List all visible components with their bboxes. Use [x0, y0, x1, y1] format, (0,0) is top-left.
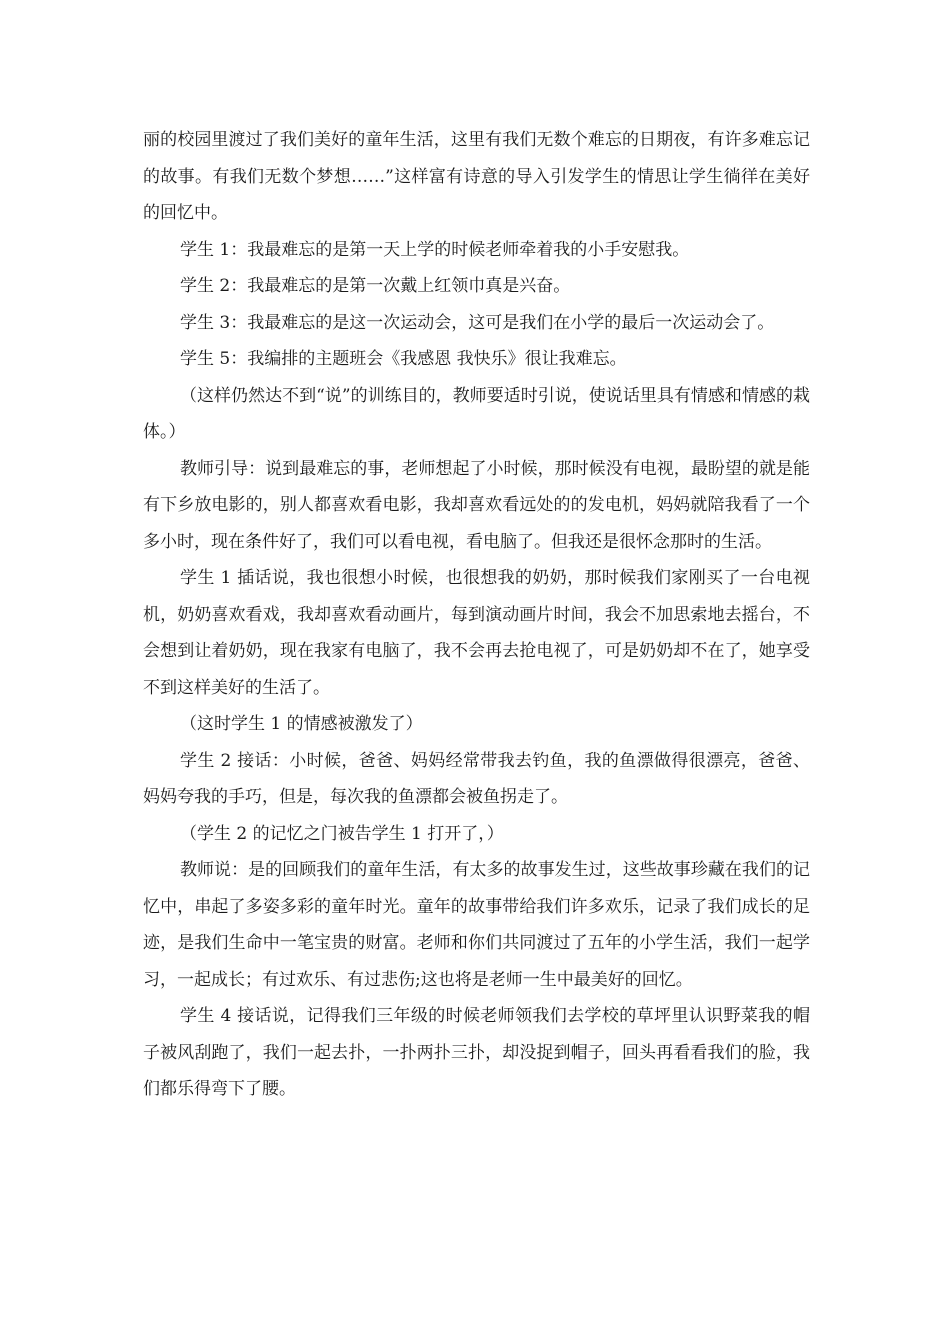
paragraph-teacher-guide: 教师引导：说到最难忘的事，老师想起了小时候，那时候没有电视，最盼望的就是能有下乡放电影的，别人都喜欢看电影，我却喜欢看远处的的发电机，妈妈就陪我看了一个多小时，现在条件好了，我们可以看电视，看电脑了。但我还是很怀念那时的生活。: [143, 458, 810, 552]
document-page: [143, 122, 810, 1108]
paragraph-teacher-says: 教师说：是的回顾我们的童年生活，有太多的故事发生过，这些故事珍藏在我们的记忆中，串起了多姿多彩的童年时光。童年的故事带给我们许多欢乐，记录了我们成长的足迹，是我们生命中一笔宝贵的财富。老师和你们共同渡过了五年的小学生活，我们一起学习，一起成长；有过欢乐、有过悲伤;这也将是老师一生中最美好的回忆。: [143, 860, 810, 990]
paragraph-intro-continued: 丽的校园里渡过了我们美好的童年生活，这里有我们无数个难忘的日期夜，有许多难忘记的故事。有我们无数个梦想……”这样富有诗意的导入引发学生的情思让学生徜徉在美好的回忆中。: [143, 130, 810, 223]
paragraph-student-2-continues: 学生 2 接话：小时候，爸爸、妈妈经常带我去钓鱼，我的鱼漂做得很漂亮，爸爸、妈妈夸我的手巧，但是，每次我的鱼漂都会被鱼拐走了。: [143, 750, 810, 807]
paragraph-student-3: 学生 3：我最难忘的是这一次运动会，这可是我们在小学的最后一次运动会了。: [180, 312, 775, 333]
paragraph-student-1: 学生 1：我最难忘的是第一天上学的时候老师牵着我的小手安慰我。: [180, 239, 690, 260]
paragraph-note-memory: （学生 2 的记忆之门被告学生 1 打开了，）: [180, 823, 504, 844]
paragraph-student-5: 学生 5：我编排的主题班会《我感恩 我快乐》很让我难忘。: [180, 349, 627, 369]
paragraph-note-speaking: （这样仍然达不到“说”的训练目的，教师要适时引说，使说话里具有情感和情感的栽体。）: [143, 385, 810, 442]
paragraph-student-4: 学生 4 接话说，记得我们三年级的时候老师领我们去学校的草坪里认识野菜我的帽子被风刮跑了，我们一起去扑，一扑两扑三扑，却没捉到帽子，回头再看看我们的脸，我们都乐得弯下了腰。: [143, 1006, 810, 1099]
paragraph-note-emotion: （这时学生 1 的情感被激发了）: [180, 714, 423, 734]
paragraph-student-1-interjects: 学生 1 插话说，我也很想小时候，也很想我的奶奶，那时候我们家刚买了一台电视机，奶奶喜欢看戏，我却喜欢看动画片，每到演动画片时间，我会不加思索地去摇台，不会想到让着奶奶，现在我家有电脑了，我不会再去抢电视了，可是奶奶却不在了，她享受不到这样美好的生活了。: [143, 568, 810, 698]
paragraph-student-2: 学生 2：我最难忘的是第一次戴上红领巾真是兴奋。: [180, 276, 571, 296]
